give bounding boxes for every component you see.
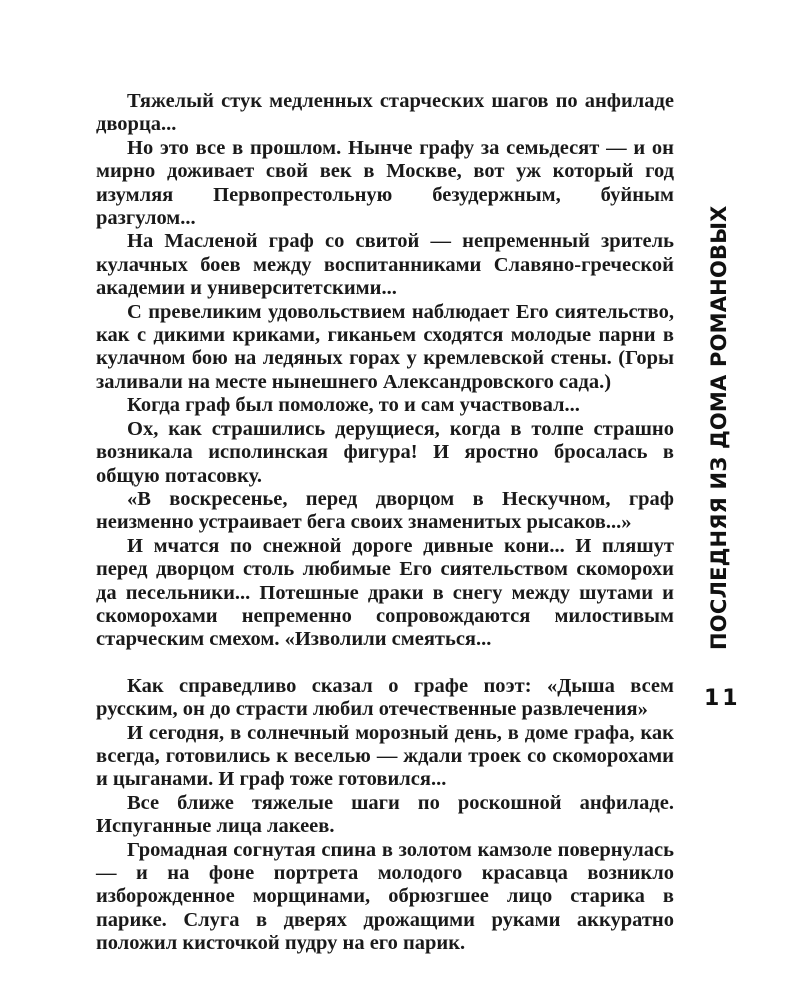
page-number: 11	[704, 686, 741, 711]
main-text	[96, 90, 674, 956]
paragraph-11: Все ближе тяжелые шаги по роскошной анфиладе. Испуганные лица лакеев.	[96, 791, 674, 838]
paragraph-1: Тяжелый стук медленных старческих шагов по анфиладе дворца...	[96, 90, 674, 136]
paragraph-8: И мчатся по снежной дороге дивные кони... И пляшут перед дворцом столь любимые Его сиятельством скоморохи да песельники... Потешные драки в снегу между шутами и скоморохами непременно сопровождаются милостивым старческим смехом. «Изволили смеяться...	[96, 534, 674, 651]
paragraph-2: Но это все в прошлом. Нынче графу за семьдесят — и он мирно доживает свой век в Москве, вот уж который год изумляя Первопрестольную безудержным, буйным разгулом...	[96, 136, 674, 230]
paragraph-12: Громадная согнутая спина в золотом камзоле повернулась — и на фоне портрета молодого красавца возникло изборожденное морщинами, обрюзгшее лицо старика в парике. Слуга в дверях дрожащими руками аккуратно положил кисточкой пудру на его парик.	[96, 838, 674, 955]
paragraph-7: «В воскресенье, перед дворцом в Нескучном, граф неизменно устраивает бега своих знаменитых рысаков...»	[96, 487, 674, 534]
paragraph-10: И сегодня, в солнечный морозный день, в доме графа, как всегда, готовились к веселью — ждали троек со скоморохами и цыганами. И граф тоже готовился...	[96, 721, 674, 791]
running-title: ПОСЛЕДНЯЯ ИЗ ДОМА РОМАНОВЫХ	[707, 205, 731, 650]
paragraph-6: Ох, как страшились дерущиеся, когда в толпе страшно возникала исполинская фигура! И яростно бросалась в общую потасовку.	[96, 417, 674, 487]
paragraph-9: Как справедливо сказал о графе поэт: «Дыша всем русским, он до страсти любил отечественные развлечения»	[96, 674, 674, 721]
paragraph-3: На Масленой граф со свитой — непременный зритель кулачных боев между воспитанниками Славяно-греческой академии и университетскими...	[96, 230, 674, 300]
paragraph-5: Когда граф был помоложе, то и сам участвовал...	[127, 394, 580, 417]
paragraph-4: С превеликим удовольствием наблюдает Его сиятельство, как с дикими криками, гиканьем сходятся молодые парни в кулачном бою на ледяных горах у кремлевской стены. (Горы заливали на месте нынешнего Александровского сада.)	[96, 300, 674, 393]
